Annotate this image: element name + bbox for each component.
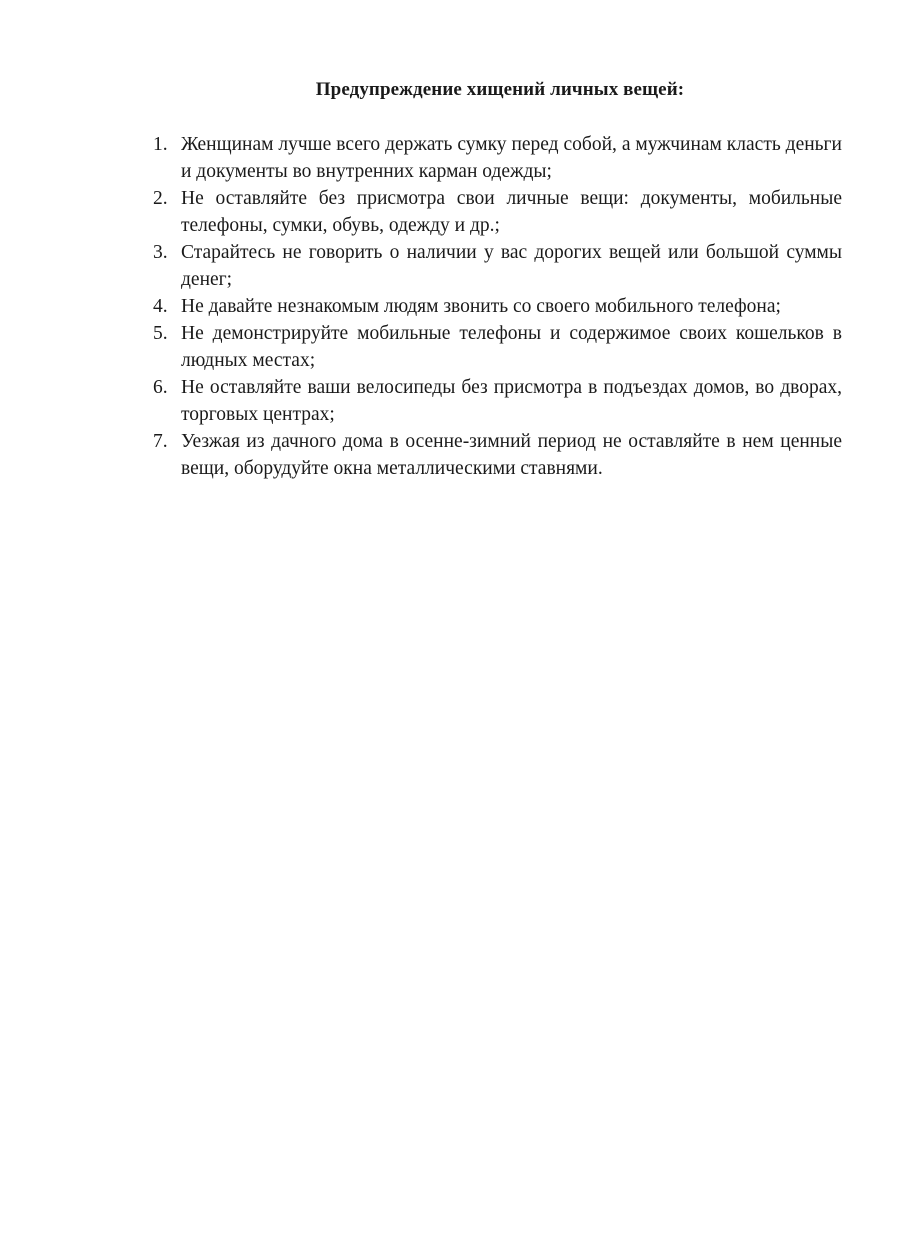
list-item-text: Старайтесь не говорить о наличии у вас дорогих вещей или большой суммы денег; [181, 242, 842, 290]
list-item-text: Не давайте незнакомым людям звонить со своего мобильного телефона; [181, 296, 781, 317]
document-title: Предупреждение хищений личных вещей: [315, 79, 685, 100]
recommendations-list [140, 131, 842, 482]
list-item-text: Женщинам лучше всего держать сумку перед собой, а мужчинам класть деньги и документы во внутренних карман одежды; [181, 134, 842, 182]
list-item [140, 293, 842, 320]
list-item [140, 374, 842, 428]
list-item-number: 5. [153, 323, 168, 344]
list-item-number: 7. [153, 431, 168, 452]
list-item [140, 131, 842, 185]
list-item-number: 3. [153, 242, 168, 263]
list-item-number: 2. [153, 188, 168, 209]
list-item-number: 1. [153, 134, 168, 155]
list-item-text: Не демонстрируйте мобильные телефоны и содержимое своих кошельков в людных местах; [181, 323, 842, 371]
list-item [140, 185, 842, 239]
list-item-text: Не оставляйте без присмотра свои личные вещи: документы, мобильные телефоны, сумки, обувь, одежду и др.; [181, 188, 842, 236]
list-item-text: Уезжая из дачного дома в осенне-зимний период не оставляйте в нем ценные вещи, оборудуйте окна металлическими ставнями. [181, 431, 842, 479]
list-item-number: 6. [153, 377, 168, 398]
list-item-text: Не оставляйте ваши велосипеды без присмотра в подъездах домов, во дворах, торговых центрах; [181, 377, 842, 425]
list-item [140, 239, 842, 293]
list-item [140, 428, 842, 482]
list-item-number: 4. [153, 296, 168, 317]
list-item [140, 320, 842, 374]
